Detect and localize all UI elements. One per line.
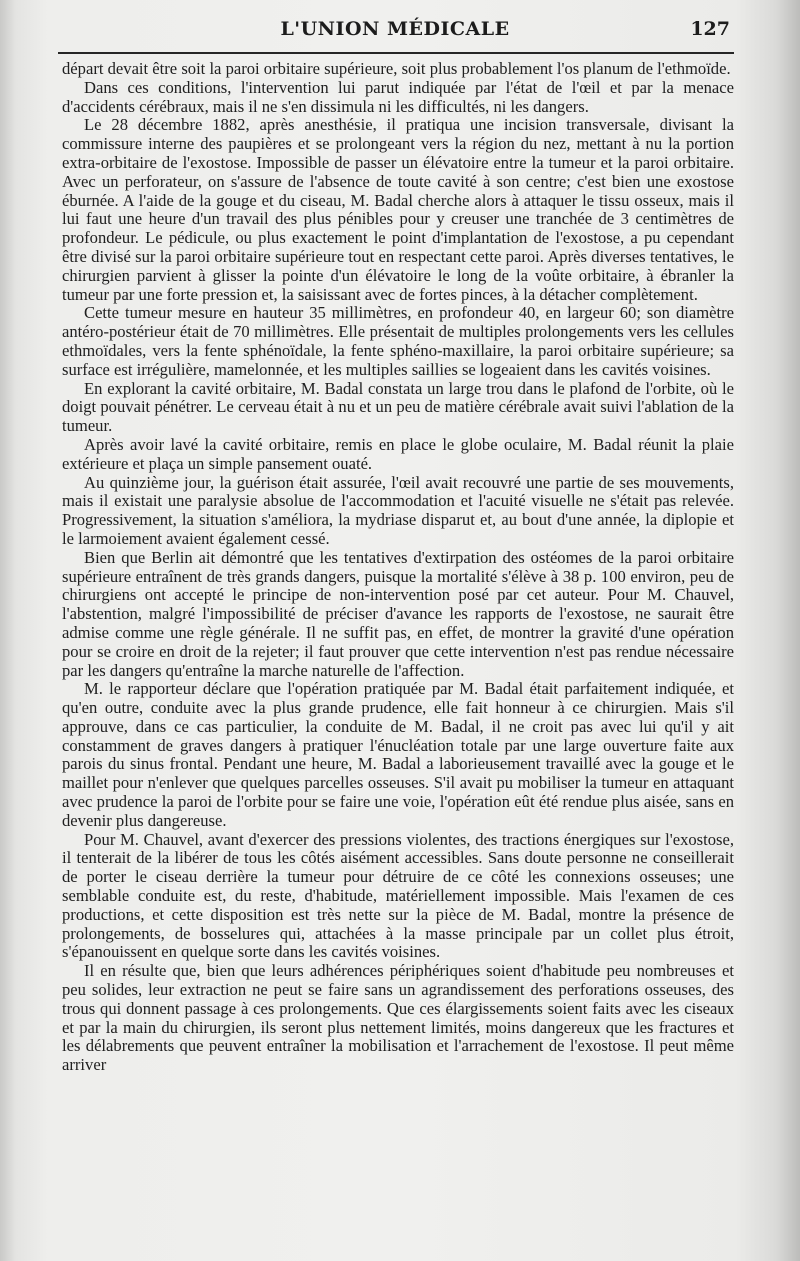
paragraph: En explorant la cavité orbitaire, M. Badal constata un large trou dans le plafond de l'orbite, où le doigt pouvait pénétrer. Le cerveau était à nu et un peu de matière cérébrale avait suivi l'ablation de la tumeur. [62, 378, 734, 436]
paragraph-continued: départ devait être soit la paroi orbitaire supérieure, soit plus probablement l'os planum de l'ethmoïde. [62, 59, 731, 78]
paragraph: Le 28 décembre 1882, après anesthésie, il pratiqua une incision transversale, divisant la commissure interne des paupières et se prolongeant vers la région du nez, mettant à nu la portion extra-orbitaire de l'exostose. Impossible de passer un élévatoire entre la tumeur et la paroi orbitaire. Avec un perforateur, on s'assure de l'absence de toute cavité à son centre; c'est bien une exostose éburnée. A l'aide de la gouge et du ciseau, M. Badal cherche alors à attaquer le tissu osseux, mais il lui faut une heure d'un travail des plus pénibles pour y creuser une tranchée de 3 centimètres de profondeur. Le pédicule, ou plus exactement le point d'implantation de l'exostose, a pu cependant être divisé sur la paroi orbitaire supérieure tout en respectant cette paroi. Après diverses tentatives, le chirurgien parvient à glisser la pointe d'un élévatoire le long de la voûte orbitaire, à ébranler la tumeur par une forte pression et, la saisissant avec de fortes pinces, à la détacher complètement. [62, 115, 734, 304]
paragraph: Après avoir lavé la cavité orbitaire, remis en place le globe oculaire, M. Badal réunit la plaie extérieure et plaça un simple pansement ouaté. [62, 434, 734, 473]
paragraph: Au quinzième jour, la guérison était assurée, l'œil avait recouvré une partie de ses mouvements, mais il existait une paralysie absolue de l'accommodation et l'acuité visuelle ne s'était pas relevée. Progressivement, la situation s'améliora, la mydriase disparut et, au bout d'une année, la diplopie et le larmoiement avaient également cessé. [62, 472, 734, 548]
body-text [62, 60, 734, 1075]
page-header [60, 14, 730, 48]
paragraph: M. le rapporteur déclare que l'opération pratiquée par M. Badal était parfaitement indiquée, et qu'en outre, conduite avec la plus grande prudence, elle fait honneur à ce chirurgien. Mais s'il approuve, dans ce cas particulier, la conduite de M. Badal, il ne croit pas avec lui qu'il y ait constamment de graves dangers à pratiquer l'énucléation totale par une large ouverture faite aux parois du sinus frontal. Pendant une heure, M. Badal a laborieusement travaillé avec la gouge et le maillet pour n'enlever que quelques parcelles osseuses. S'il avait pu mobiliser la tumeur en attaquant avec prudence la paroi de l'orbite pour se faire une voie, l'opération eût été rendue plus aisée, sans en devenir plus dangereuse. [62, 679, 734, 830]
paragraph: Dans ces conditions, l'intervention lui parut indiquée par l'état de l'œil et par la menace d'accidents cérébraux, mais il ne s'en dissimula ni les difficultés, ni les dangers. [62, 77, 734, 116]
header-rule [58, 52, 734, 54]
paragraph: Pour M. Chauvel, avant d'exercer des pressions violentes, des tractions énergiques sur l'exostose, il tenterait de la libérer de tous les côtés aisément accessibles. Sans doute personne ne conseillerait de porter le ciseau derrière la tumeur pour détruire de ce côté les connexions osseuses; une semblable conduite est, du reste, d'habitude, matériellement impossible. Mais l'examen de ces productions, et cette disposition est très nette sur la pièce de M. Badal, montre la présence de prolongements, de bosselures qui, attachées à la masse principale par un collet plus étroit, s'épanouissent en quelque sorte dans les cavités voisines. [62, 829, 734, 962]
paragraph: Cette tumeur mesure en hauteur 35 millimètres, en profondeur 40, en largeur 60; son diamètre antéro-postérieur était de 70 millimètres. Elle présentait de multiples prolongements vers les cellules ethmoïdales, vers la fente sphénoïdale, la fente sphéno-maxillaire, la paroi orbitaire supérieure; sa surface est irrégulière, mamelonnée, et les multiples saillies se logeaient dans les cavités voisines. [62, 303, 734, 379]
paragraph: Il en résulte que, bien que leurs adhérences périphériques soient d'habitude peu nombreuses et peu solides, leur extraction ne peut se faire sans un agrandissement des perforations osseuses, des trous qui donnent passage à ces prolongements. Que ces élargissements soient faits avec les ciseaux et par la main du chirurgien, ils seront plus nettement limités, moins dangereux que les fractures et les délabrements que peuvent entraîner la mobilisation et l'arrachement de l'exostose. Il peut même arriver [62, 961, 734, 1075]
paragraph: Bien que Berlin ait démontré que les tentatives d'extirpation des ostéomes de la paroi orbitaire supérieure entraînent de très grands dangers, puisque la mortalité s'élève à 38 p. 100 environ, peu de chirurgiens ont accepté le principe de non-intervention posé par cet auteur. Pour M. Chauvel, l'abstention, malgré l'impossibilité de préciser d'avance les rapports de l'exostose, ne saurait être admise comme une règle générale. Il ne suffit pas, en effet, de montrer la gravité d'une opération pour se croire en droit de la rejeter; il faut prouver que cette intervention n'est pas rendue nécessaire par les dangers qu'entraîne la marche naturelle de l'affection. [62, 547, 734, 680]
page-number: 127 [690, 18, 730, 40]
running-title: L'UNION MÉDICALE [280, 18, 510, 40]
